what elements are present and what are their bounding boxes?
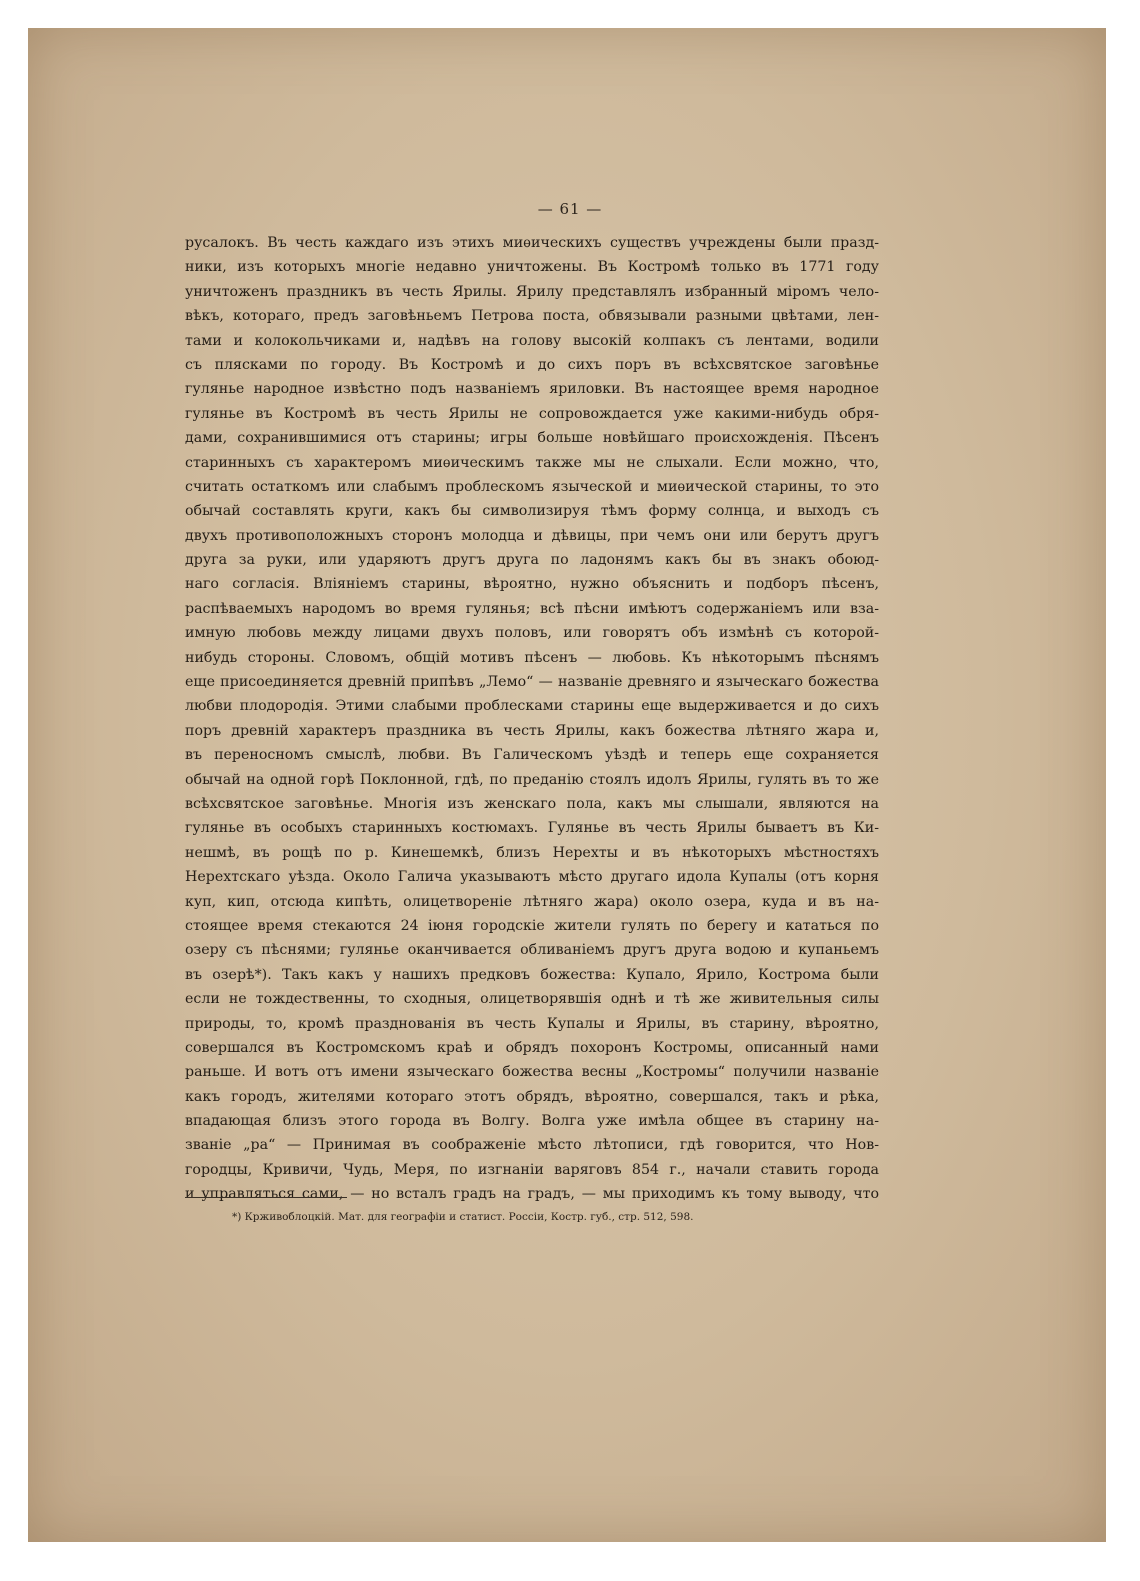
text-line: двухъ противоположныхъ сторонъ молодца и дѣвицы, при чемъ они или берутъ другъ [185,527,879,544]
text-line: тами и колокольчиками и, надѣвъ на голову высокій колпакъ съ лентами, водили [185,332,879,349]
text-line: съ плясками по городу. Въ Костромѣ и до сихъ поръ въ всѣхсвятское заговѣнье [185,356,879,373]
text-line: наго согласія. Вліяніемъ старины, вѣроятно, нужно объяснить и подборъ пѣсенъ, [185,576,879,593]
text-line: и управляться сами, — но всталъ градъ на градъ, — мы приходимъ къ тому выводу, что [185,1186,879,1203]
text-line: раньше. И вотъ отъ имени языческаго божества весны „Костромы“ получили названіе [185,1064,879,1081]
text-line: званіе „ра“ — Принимая въ соображеніе мѣсто лѣтописи, гдѣ говорится, что Нов- [185,1137,879,1154]
body-text [185,231,879,1207]
text-line: вѣкъ, котораго, предъ заговѣньемъ Петрова поста, обвязывали разными цвѣтами, лен- [185,308,879,325]
text-line: распѣваемыхъ народомъ во время гулянья; всѣ пѣсни имѣютъ содержаніемъ или вза- [185,600,879,617]
text-line: друга за руки, или ударяютъ другъ друга по ладонямъ какъ бы въ знакъ обоюд- [185,552,879,569]
text-line: городцы, Кривичи, Чудь, Меря, по изгнаніи варяговъ 854 г., начали ставить города [185,1161,879,1178]
text-line: въ озерѣ*). Такъ какъ у нашихъ предковъ божества: Купало, Ярило, Кострома были [185,966,879,983]
text-line: природы, то, кромѣ празднованія въ честь Купалы и Ярилы, въ старину, вѣроятно, [185,1015,879,1032]
text-line: уничтоженъ праздникъ въ честь Ярилы. Ярилу представлялъ избранный міромъ чело- [185,283,879,300]
text-line: если не тождественны, то сходныя, олицетворявшія однѣ и тѣ же живительныя силы [185,991,879,1008]
text-line: въ переносномъ смыслѣ, любви. Въ Галическомъ уѣздѣ и теперь еще сохраняется [185,747,879,764]
footnote-divider [185,1197,347,1198]
text-line: поръ древній характеръ праздника въ честь Ярилы, какъ божества лѣтняго жара и, [185,722,879,739]
text-line: гулянье въ особыхъ старинныхъ костюмахъ. Гулянье въ честь Ярилы бываетъ въ Ки- [185,820,879,837]
text-line: старинныхъ съ характеромъ миѳическимъ также мы не слыхали. Если можно, что, [185,454,879,471]
page-number: — 61 — [537,200,603,218]
text-line: считать остаткомъ или слабымъ проблескомъ языческой и миѳической старины, то это [185,478,879,495]
text-line: Нерехтскаго уѣзда. Около Галича указываютъ мѣсто другаго идола Купалы (отъ корня [185,869,879,886]
footnote: *) Крживоблоцкій. Мат. для географіи и статист. Россіи, Костр. губ., стр. 512, 598. [232,1211,694,1223]
text-line: обычай составлять круги, какъ бы символизируя тѣмъ форму солнца, и выходъ съ [185,503,879,520]
text-line: ники, изъ которыхъ многіе недавно уничтожены. Въ Костромѣ только въ 1771 году [185,259,879,276]
text-line: нешмѣ, въ рощѣ по р. Кинешемкѣ, близъ Нерехты и въ нѣкоторыхъ мѣстностяхъ [185,844,879,861]
text-line: гулянье въ Костромѣ въ честь Ярилы не сопровождается уже какими-нибудь обря- [185,405,879,422]
text-line: впадающая близъ этого города въ Волгу. Волга уже имѣла общее въ старину на- [185,1113,879,1130]
text-line: любви плодородія. Этими слабыми проблесками старины еще выдерживается и до сихъ [185,698,879,715]
text-line: совершался въ Костромскомъ краѣ и обрядъ похоронъ Костромы, описанный нами [185,1039,879,1056]
text-line: всѣхсвятское заговѣнье. Многія изъ женскаго пола, какъ мы слышали, являются на [185,795,879,812]
text-line: нибудь стороны. Словомъ, общій мотивъ пѣсенъ — любовь. Къ нѣкоторымъ пѣснямъ [185,649,879,666]
text-line: дами, сохранившимися отъ старины; игры больше новѣйшаго происхожденія. Пѣсенъ [185,430,879,447]
text-line: стоящее время стекаются 24 іюня городскіе жители гулять по берегу и кататься по [185,917,879,934]
text-line: озеру съ пѣснями; гулянье оканчивается обливаніемъ другъ друга водою и купаньемъ [185,942,879,959]
text-line: какъ городъ, жителями котораго этотъ обрядъ, вѣроятно, совершался, такъ и рѣка, [185,1088,879,1105]
text-line: имную любовь между лицами двухъ половъ, или говорятъ объ измѣнѣ съ которой- [185,625,879,642]
text-line: куп, кип, отсюда кипѣть, олицетвореніе лѣтняго жара) около озера, куда и въ на- [185,893,879,910]
text-line: русалокъ. Въ честь каждаго изъ этихъ миѳическихъ существъ учреждены были празд- [185,235,879,251]
text-line: еще присоединяется древній припѣвъ „Лемо“ — названіе древняго и языческаго божества [185,674,879,691]
text-line: обычай на одной горѣ Поклонной, гдѣ, по преданію стоялъ идолъ Ярилы, гулять въ то же [185,771,879,788]
text-line: гулянье народное извѣстно подъ названіемъ яриловки. Въ настоящее время народное [185,381,879,398]
